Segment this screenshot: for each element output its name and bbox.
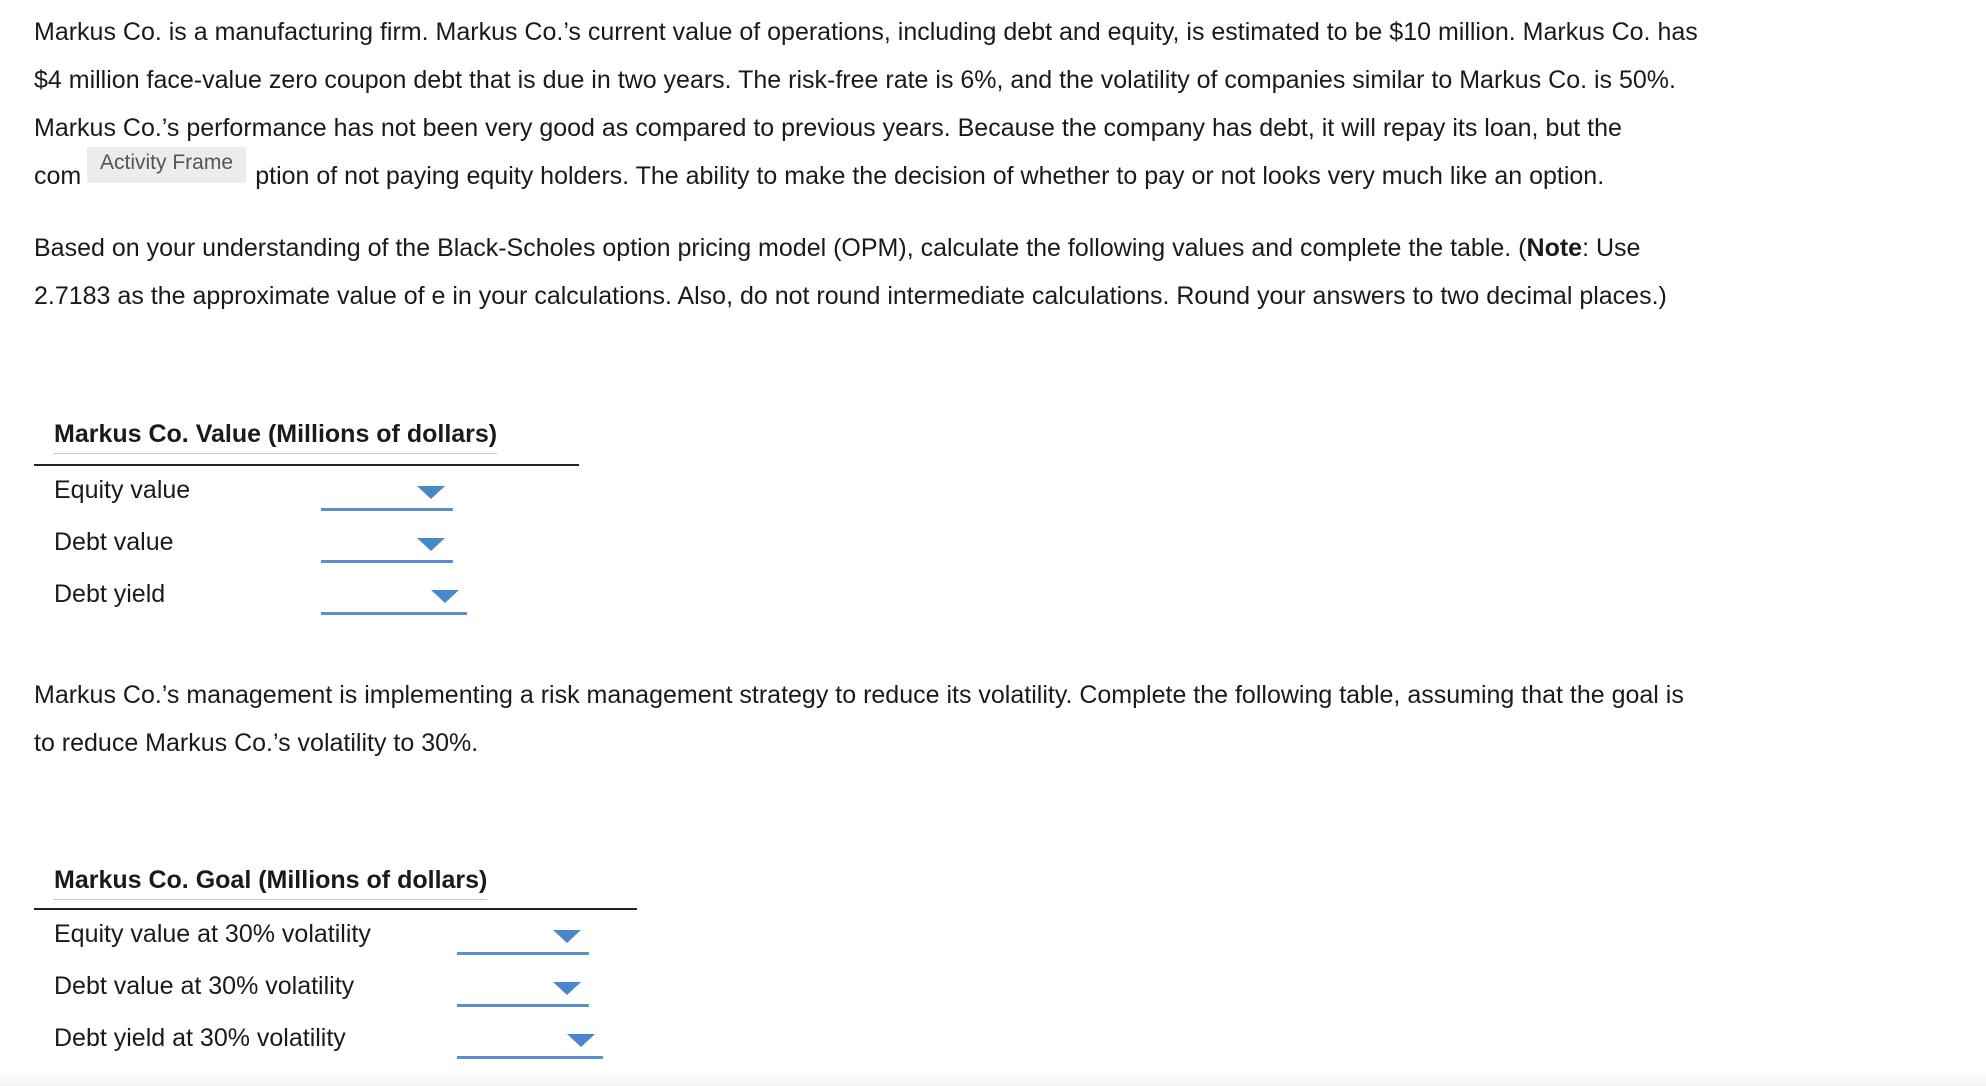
equity-value-30-label: Equity value at 30% volatility: [54, 920, 371, 948]
intro-line-3: Markus Co.’s performance has not been very good as compared to previous years. Because the company has debt, it will repay its loan, but the: [34, 114, 1622, 142]
instructions-line-1: [34, 224, 1914, 272]
strategy-line-2: to reduce Markus Co.’s volatility to 30%.: [34, 729, 479, 757]
debt-yield-30-label: Debt yield at 30% volatility: [54, 1024, 346, 1052]
equity-value-dropdown[interactable]: [321, 476, 453, 511]
intro-line-1: Markus Co. is a manufacturing firm. Markus Co.’s current value of operations, including debt and equity, is estimated to be $10 million. Markus Co. has: [34, 18, 1698, 46]
table-row: [34, 910, 637, 962]
instructions-line-2: 2.7183 as the approximate value of e in your calculations. Also, do not round intermediate calculations. Round your answers to two decimal places.): [34, 282, 1667, 310]
intro-line-4-start: com: [34, 162, 82, 190]
intro-line-4-end: ption of not paying equity holders. The ability to make the decision of whether to pay or not looks very much like an option.: [255, 162, 1605, 190]
goal-table-title: Markus Co. Goal (Millions of dollars): [54, 864, 487, 900]
debt-value-dropdown[interactable]: [321, 528, 453, 563]
instructions: [34, 224, 1914, 320]
instructions-text-after: : Use: [1582, 234, 1641, 262]
chevron-down-icon: [417, 538, 445, 551]
debt-yield-label: Debt yield: [54, 580, 166, 608]
value-table: [34, 418, 579, 618]
table-row: [34, 570, 579, 622]
table-row: [34, 1014, 637, 1066]
bottom-fade: [0, 1072, 1986, 1086]
table-row: [34, 466, 579, 518]
equity-value-30-dropdown[interactable]: [457, 920, 589, 955]
problem-intro: [34, 8, 1914, 200]
intro-line-4: [34, 152, 1914, 200]
strategy-line-1: Markus Co.’s management is implementing a risk management strategy to reduce its volatility. Complete the following table, assuming that the goal is: [34, 681, 1684, 709]
instructions-text: Based on your understanding of the Black-Scholes option pricing model (OPM), calculate the following values and complete the table. (: [34, 234, 1527, 262]
chevron-down-icon: [553, 930, 581, 943]
chevron-down-icon: [417, 486, 445, 499]
debt-yield-dropdown[interactable]: [321, 580, 467, 615]
chevron-down-icon: [567, 1034, 595, 1047]
strategy-text: [34, 671, 1914, 767]
chevron-down-icon: [553, 982, 581, 995]
intro-line-2: $4 million face-value zero coupon debt that is due in two years. The risk-free rate is 6%, and the volatility of companies similar to Markus Co. is 50%.: [34, 66, 1676, 94]
table-row: [34, 518, 579, 570]
debt-value-30-dropdown[interactable]: [457, 972, 589, 1007]
table-row: [34, 962, 637, 1014]
chevron-down-icon: [431, 590, 459, 603]
debt-value-30-label: Debt value at 30% volatility: [54, 972, 355, 1000]
goal-table: [34, 864, 637, 1064]
debt-yield-30-dropdown[interactable]: [457, 1024, 603, 1059]
activity-frame-tooltip: Activity Frame: [87, 147, 246, 183]
debt-value-label: Debt value: [54, 528, 174, 556]
note-label: Note: [1526, 234, 1583, 262]
equity-value-label: Equity value: [54, 476, 191, 504]
value-table-title: Markus Co. Value (Millions of dollars): [54, 418, 497, 454]
